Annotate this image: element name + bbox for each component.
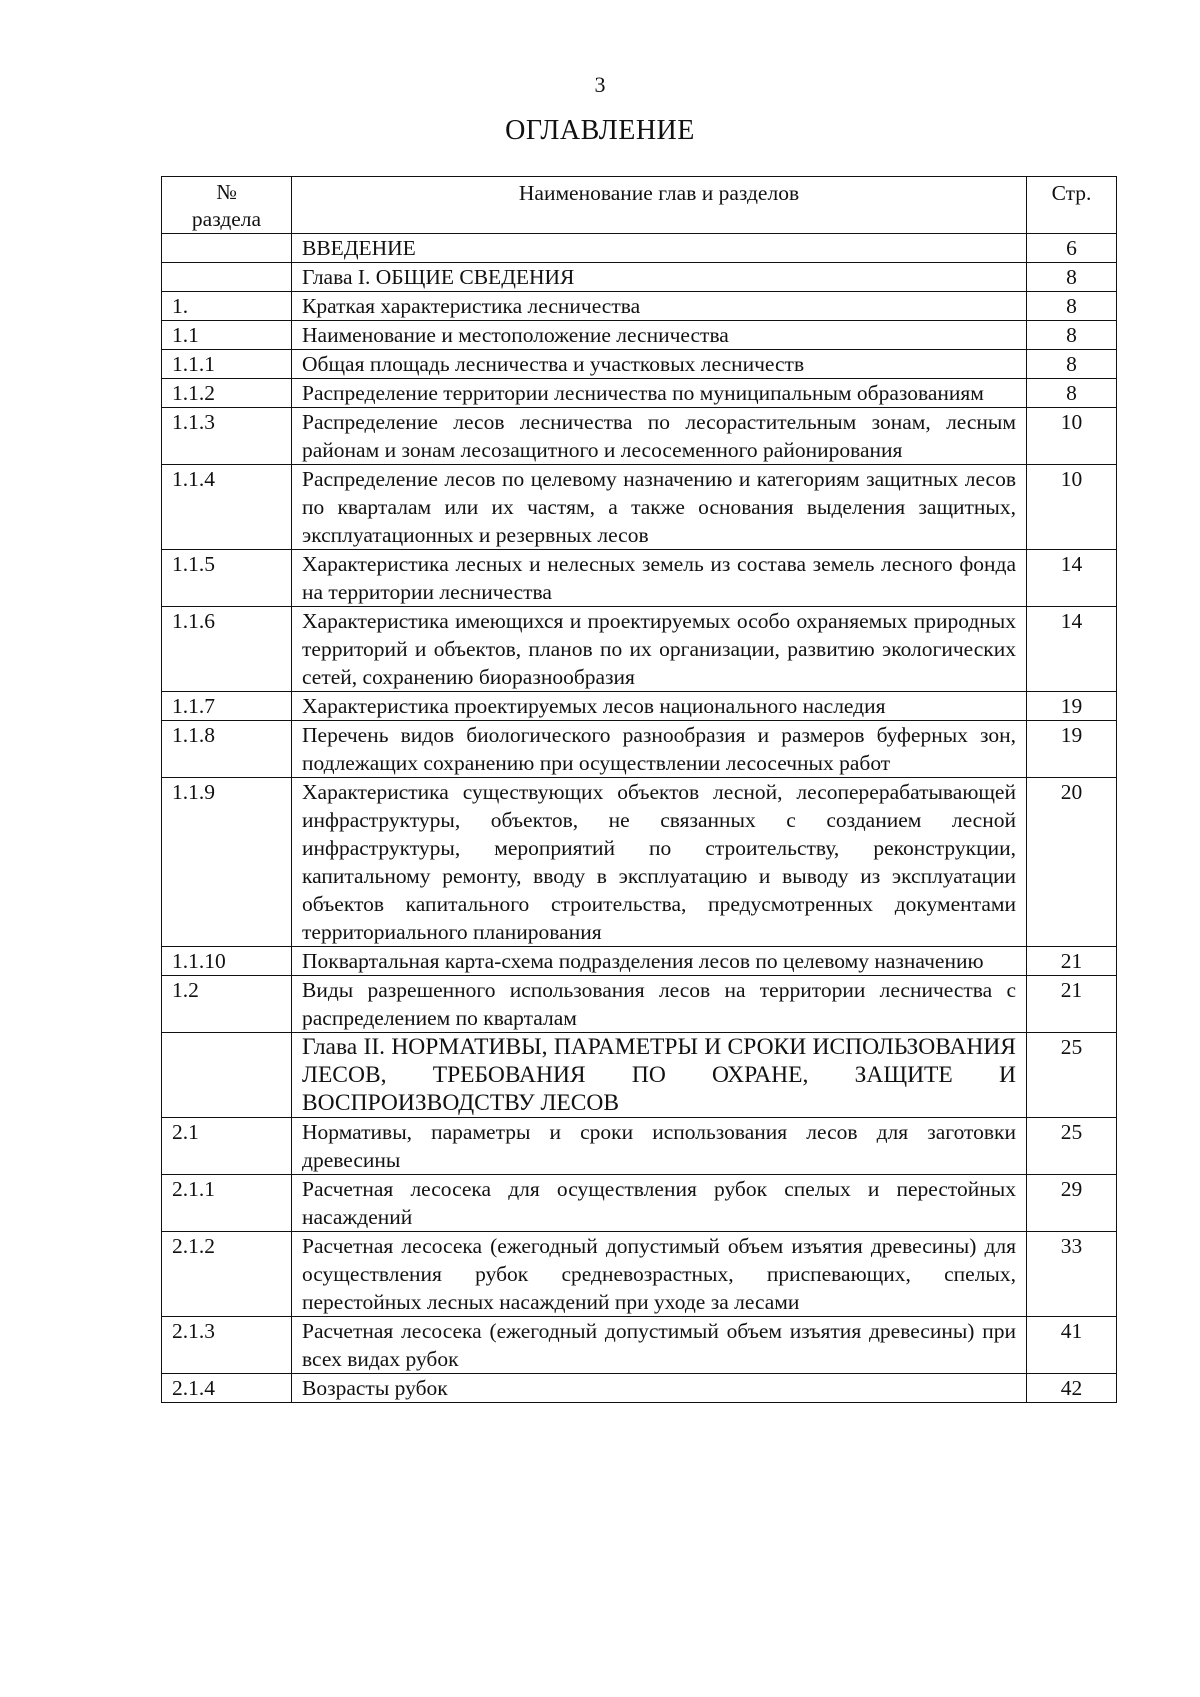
section-title: Характеристика лесных и нелесных земель из состава земель лесного фонда на территории лесничества [292, 550, 1027, 607]
section-page: 19 [1027, 721, 1117, 778]
section-title: Характеристика имеющихся и проектируемых особо охраняемых природных территорий и объектов, планов по их организации, развитию экологических сетей, сохранению биоразнообразия [292, 607, 1027, 692]
table-row [162, 234, 1117, 263]
section-number: 1.1.2 [162, 379, 292, 408]
section-number: 1.2 [162, 976, 292, 1033]
section-title: ВВЕДЕНИЕ [292, 234, 1027, 263]
section-title: Нормативы, параметры и сроки использования лесов для заготовки древесины [292, 1118, 1027, 1175]
section-title: Распределение лесов по целевому назначению и категориям защитных лесов по кварталам или их частям, а также основания выделения защитных, эксплуатационных и резервных лесов [292, 465, 1027, 550]
section-page: 8 [1027, 321, 1117, 350]
section-title: Распределение лесов лесничества по лесорастительным зонам, лесным районам и зонам лесозащитного и лесосеменного районирования [292, 408, 1027, 465]
table-row [162, 350, 1117, 379]
section-page: 10 [1027, 465, 1117, 550]
section-title: Характеристика проектируемых лесов национального наследия [292, 692, 1027, 721]
section-title: Распределение территории лесничества по муниципальным образованиям [292, 379, 1027, 408]
table-row [162, 607, 1117, 692]
section-page: 25 [1027, 1118, 1117, 1175]
section-page: 10 [1027, 408, 1117, 465]
table-row [162, 721, 1117, 778]
table-row [162, 465, 1117, 550]
table-row [162, 1175, 1117, 1232]
table-row [162, 408, 1117, 465]
header-section-number: № раздела [162, 177, 292, 234]
section-title: Поквартальная карта-схема подразделения лесов по целевому назначению [292, 947, 1027, 976]
section-page: 8 [1027, 379, 1117, 408]
section-title: Возрасты рубок [292, 1374, 1027, 1403]
section-page: 8 [1027, 292, 1117, 321]
section-page: 14 [1027, 550, 1117, 607]
section-page: 14 [1027, 607, 1117, 692]
section-page: 19 [1027, 692, 1117, 721]
table-row [162, 692, 1117, 721]
section-title: Расчетная лесосека (ежегодный допустимый объем изъятия древесины) при всех видах рубок [292, 1317, 1027, 1374]
table-row [162, 321, 1117, 350]
section-title: Расчетная лесосека (ежегодный допустимый объем изъятия древесины) для осуществления рубок средневозрастных, приспевающих, спелых, перестойных лесных насаждений при уходе за лесами [292, 1232, 1027, 1317]
section-number: 1.1.1 [162, 350, 292, 379]
section-number [162, 234, 292, 263]
section-number [162, 1033, 292, 1118]
page-title: ОГЛАВЛЕНИЕ [505, 115, 695, 146]
section-title: Общая площадь лесничества и участковых лесничеств [292, 350, 1027, 379]
toc-body [162, 234, 1117, 1403]
section-number: 1. [162, 292, 292, 321]
section-page: 42 [1027, 1374, 1117, 1403]
section-number: 1.1.3 [162, 408, 292, 465]
section-number: 1.1.7 [162, 692, 292, 721]
table-row [162, 1118, 1117, 1175]
section-page: 6 [1027, 234, 1117, 263]
section-number: 1.1.4 [162, 465, 292, 550]
section-number [162, 263, 292, 292]
section-number: 2.1.3 [162, 1317, 292, 1374]
section-page: 20 [1027, 778, 1117, 947]
section-page: 8 [1027, 350, 1117, 379]
header-section-name: Наименование глав и разделов [292, 177, 1027, 234]
section-title: Глава II. НОРМАТИВЫ, ПАРАМЕТРЫ И СРОКИ ИСПОЛЬЗОВАНИЯ ЛЕСОВ, ТРЕБОВАНИЯ ПО ОХРАНЕ, ЗАЩИТЕ И ВОСПРОИЗВОДСТВУ ЛЕСОВ [292, 1033, 1027, 1118]
section-title: Наименование и местоположение лесничества [292, 321, 1027, 350]
table-row [162, 1317, 1117, 1374]
section-number: 1.1.10 [162, 947, 292, 976]
table-row [162, 947, 1117, 976]
table-row [162, 379, 1117, 408]
section-number: 2.1 [162, 1118, 292, 1175]
table-row [162, 263, 1117, 292]
section-title: Краткая характеристика лесничества [292, 292, 1027, 321]
table-row [162, 778, 1117, 947]
section-page: 25 [1027, 1033, 1117, 1118]
section-number: 1.1.9 [162, 778, 292, 947]
toc-table [161, 176, 1117, 1403]
section-page: 33 [1027, 1232, 1117, 1317]
section-number: 2.1.4 [162, 1374, 292, 1403]
header-page: Стр. [1027, 177, 1117, 234]
page-number: 3 [594, 72, 606, 97]
table-row [162, 550, 1117, 607]
section-number: 1.1.6 [162, 607, 292, 692]
section-title: Характеристика существующих объектов лесной, лесоперерабатывающей инфраструктуры, объектов, не связанных с созданием лесной инфраструктуры, мероприятий по строительству, реконструкции, капитальному ремонту, вводу в эксплуатацию и выводу из эксплуатации объектов капитального строительства, предусмотренных документами территориального планирования [292, 778, 1027, 947]
section-number: 1.1 [162, 321, 292, 350]
section-page: 41 [1027, 1317, 1117, 1374]
section-number: 2.1.1 [162, 1175, 292, 1232]
section-page: 8 [1027, 263, 1117, 292]
table-row [162, 1033, 1117, 1118]
section-title: Расчетная лесосека для осуществления рубок спелых и перестойных насаждений [292, 1175, 1027, 1232]
section-number: 2.1.2 [162, 1232, 292, 1317]
section-title: Виды разрешенного использования лесов на территории лесничества с распределением по кварталам [292, 976, 1027, 1033]
section-page: 21 [1027, 947, 1117, 976]
toc-header-row [162, 177, 1117, 234]
table-row [162, 1232, 1117, 1317]
section-title: Глава I. ОБЩИЕ СВЕДЕНИЯ [292, 263, 1027, 292]
table-row [162, 1374, 1117, 1403]
table-row [162, 292, 1117, 321]
table-row [162, 976, 1117, 1033]
section-number: 1.1.8 [162, 721, 292, 778]
section-page: 29 [1027, 1175, 1117, 1232]
section-number: 1.1.5 [162, 550, 292, 607]
section-title: Перечень видов биологического разнообразия и размеров буферных зон, подлежащих сохранению при осуществлении лесосечных работ [292, 721, 1027, 778]
section-page: 21 [1027, 976, 1117, 1033]
